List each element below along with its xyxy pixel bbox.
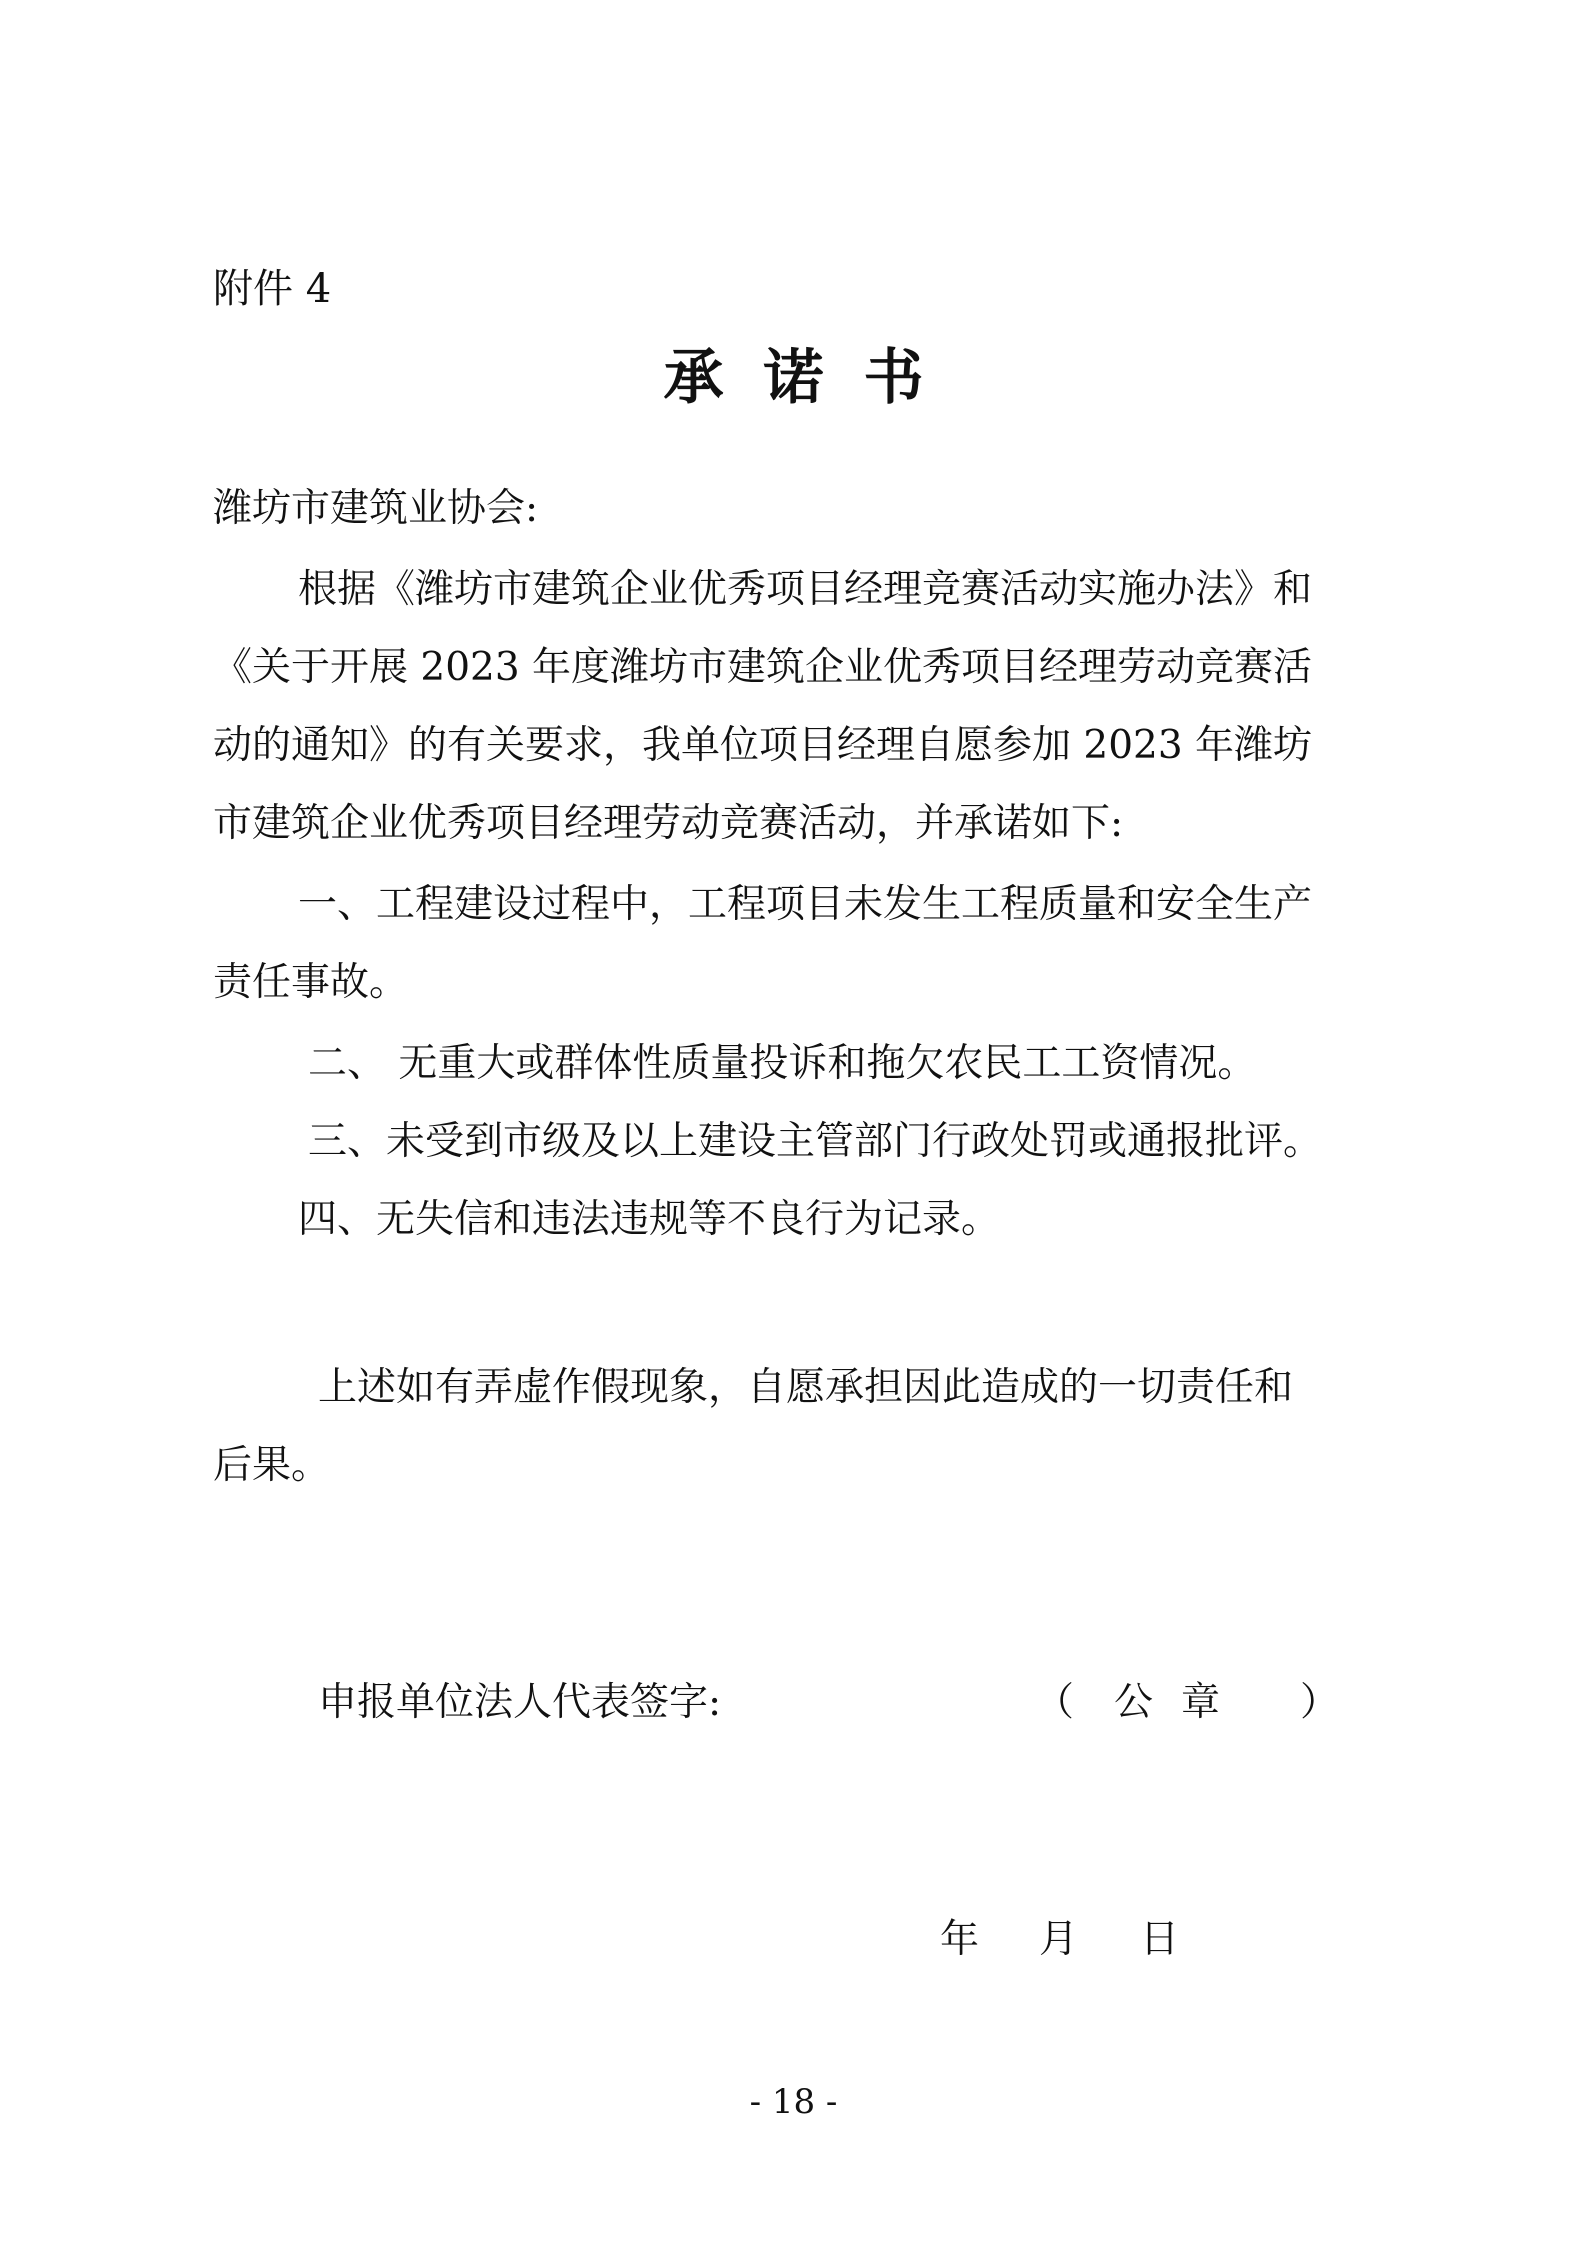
commitment-item-4: 四、无失信和违法违规等不良行为记录。 (298, 1197, 1001, 1242)
seal-word: 公章 (1114, 1680, 1249, 1725)
date-line (940, 1915, 1179, 1965)
paragraph-1-line-4: 市建筑企业优秀项目经理劳动竞赛活动，并承诺如下: (213, 801, 1124, 846)
commitment-item-2: 二、 无重大或群体性质量投诉和拖欠农民工工资情况。 (308, 1041, 1257, 1086)
paragraph-1-line-3: 动的通知》的有关要求，我单位项目经理自愿参加 2023 年潍坊 (213, 723, 1313, 768)
addressee: 潍坊市建筑业协会: (213, 486, 539, 531)
commitment-item-3: 三、未受到市级及以上建设主管部门行政处罚或通报批评。 (308, 1119, 1323, 1164)
commitment-item-1-line-1: 一、工程建设过程中，工程项目未发生工程质量和安全生产 (298, 882, 1313, 927)
signature-label: 申报单位法人代表签字: (318, 1680, 722, 1725)
page-number: - 18 - (749, 2082, 838, 2122)
seal-close-paren: ） (1300, 1680, 1340, 1725)
official-seal-placeholder (1035, 1678, 1339, 1728)
date-year-label: 年 (940, 1917, 980, 1962)
date-month-label: 月 (1039, 1917, 1079, 1962)
document-title: 承诺书 (663, 343, 964, 413)
attachment-label: 附件 4 (213, 266, 332, 312)
date-day-label: 日 (1140, 1917, 1180, 1962)
closing-statement-line-1: 上述如有弄虚作假现象，自愿承担因此造成的一切责任和 (318, 1365, 1294, 1410)
seal-open-paren: （ (1035, 1680, 1075, 1725)
paragraph-1-line-2: 《关于开展 2023 年度潍坊市建筑企业优秀项目经理劳动竞赛活 (213, 645, 1313, 690)
closing-statement-line-2: 后果。 (213, 1443, 331, 1488)
paragraph-1-line-1: 根据《潍坊市建筑企业优秀项目经理竞赛活动实施办法》和 (298, 567, 1313, 612)
commitment-item-1-line-2: 责任事故。 (213, 960, 409, 1005)
